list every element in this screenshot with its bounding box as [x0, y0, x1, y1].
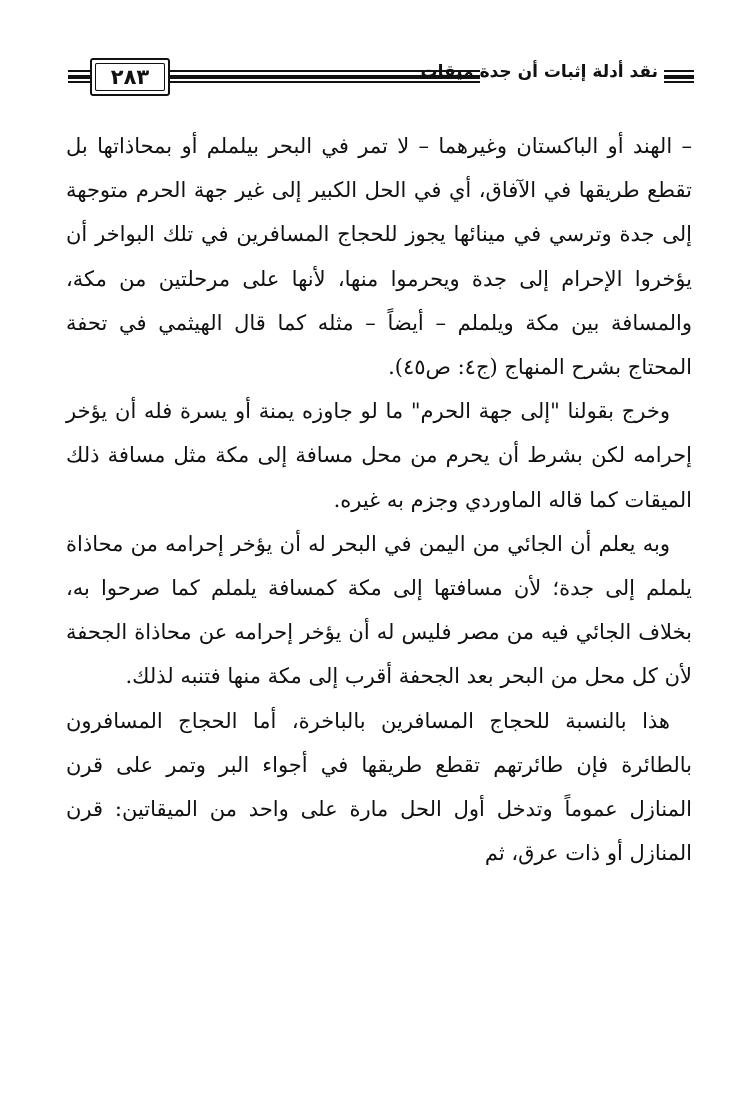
paragraph-1: – الهند أو الباكستان وغيرهما – لا تمر في البحر بيلملم أو بمحاذاتها بل تقطع طريقها في الآفاق، أي في الحل الكبير إلى غير جهة الحرم متوجهة إلى جدة وترسي في مينائها يجوز للحجاج المسافرين في تلك البواخر أن يؤخروا الإحرام إلى جدة ويحرموا منها، لأنها على مرحلتين من مكة، والمسافة بين مكة ويلملم – أيضاً – مثله كما قال الهيثمي في تحفة المحتاج بشرح المنهاج (ج٤: ص٤٥). — [66, 134, 692, 380]
paragraph-4: هذا بالنسبة للحجاج المسافرين بالباخرة، أما الحجاج المسافرون بالطائرة فإن طائرتهم تقطع طريقها في أجواء البر وتمر على قرن المنازل عموماً وتدخل أول الحل مارة على واحد من الميقاتين: قرن المنازل أو ذات عرق، ثم — [66, 708, 692, 866]
paragraph-2: وخرج بقولنا "إلى جهة الحرم" ما لو جاوزه يمنة أو يسرة فله أن يؤخر إحرامه لكن بشرط أن يحرم من محل مسافة إلى مكة مثل مسافة ذلك الميقات كما قاله الماوردي وجزم به غيره. — [66, 399, 692, 512]
page-number-frame — [90, 58, 170, 96]
page-number: ٢٨٣ — [110, 65, 150, 89]
page-header — [68, 58, 694, 100]
paragraph-3: وبه يعلم أن الجائي من اليمن في البحر له أن يؤخر إحرامه من محاذاة يلملم إلى جدة؛ لأن مسافتها إلى مكة كمسافة يلملم كما صرحوا به، بخلاف الجائي فيه من مصر فليس له أن يؤخر إحرامه عن محاذاة الجحفة لأن كل محل من البحر بعد الجحفة أقرب إلى مكة منها فتنبه لذلك. — [66, 531, 692, 689]
running-title: نقد أدلة إثبات أن جدة ميقات — [420, 62, 658, 82]
header-rule-left — [68, 70, 90, 83]
body-text — [66, 124, 692, 875]
header-rule-right — [664, 70, 694, 83]
